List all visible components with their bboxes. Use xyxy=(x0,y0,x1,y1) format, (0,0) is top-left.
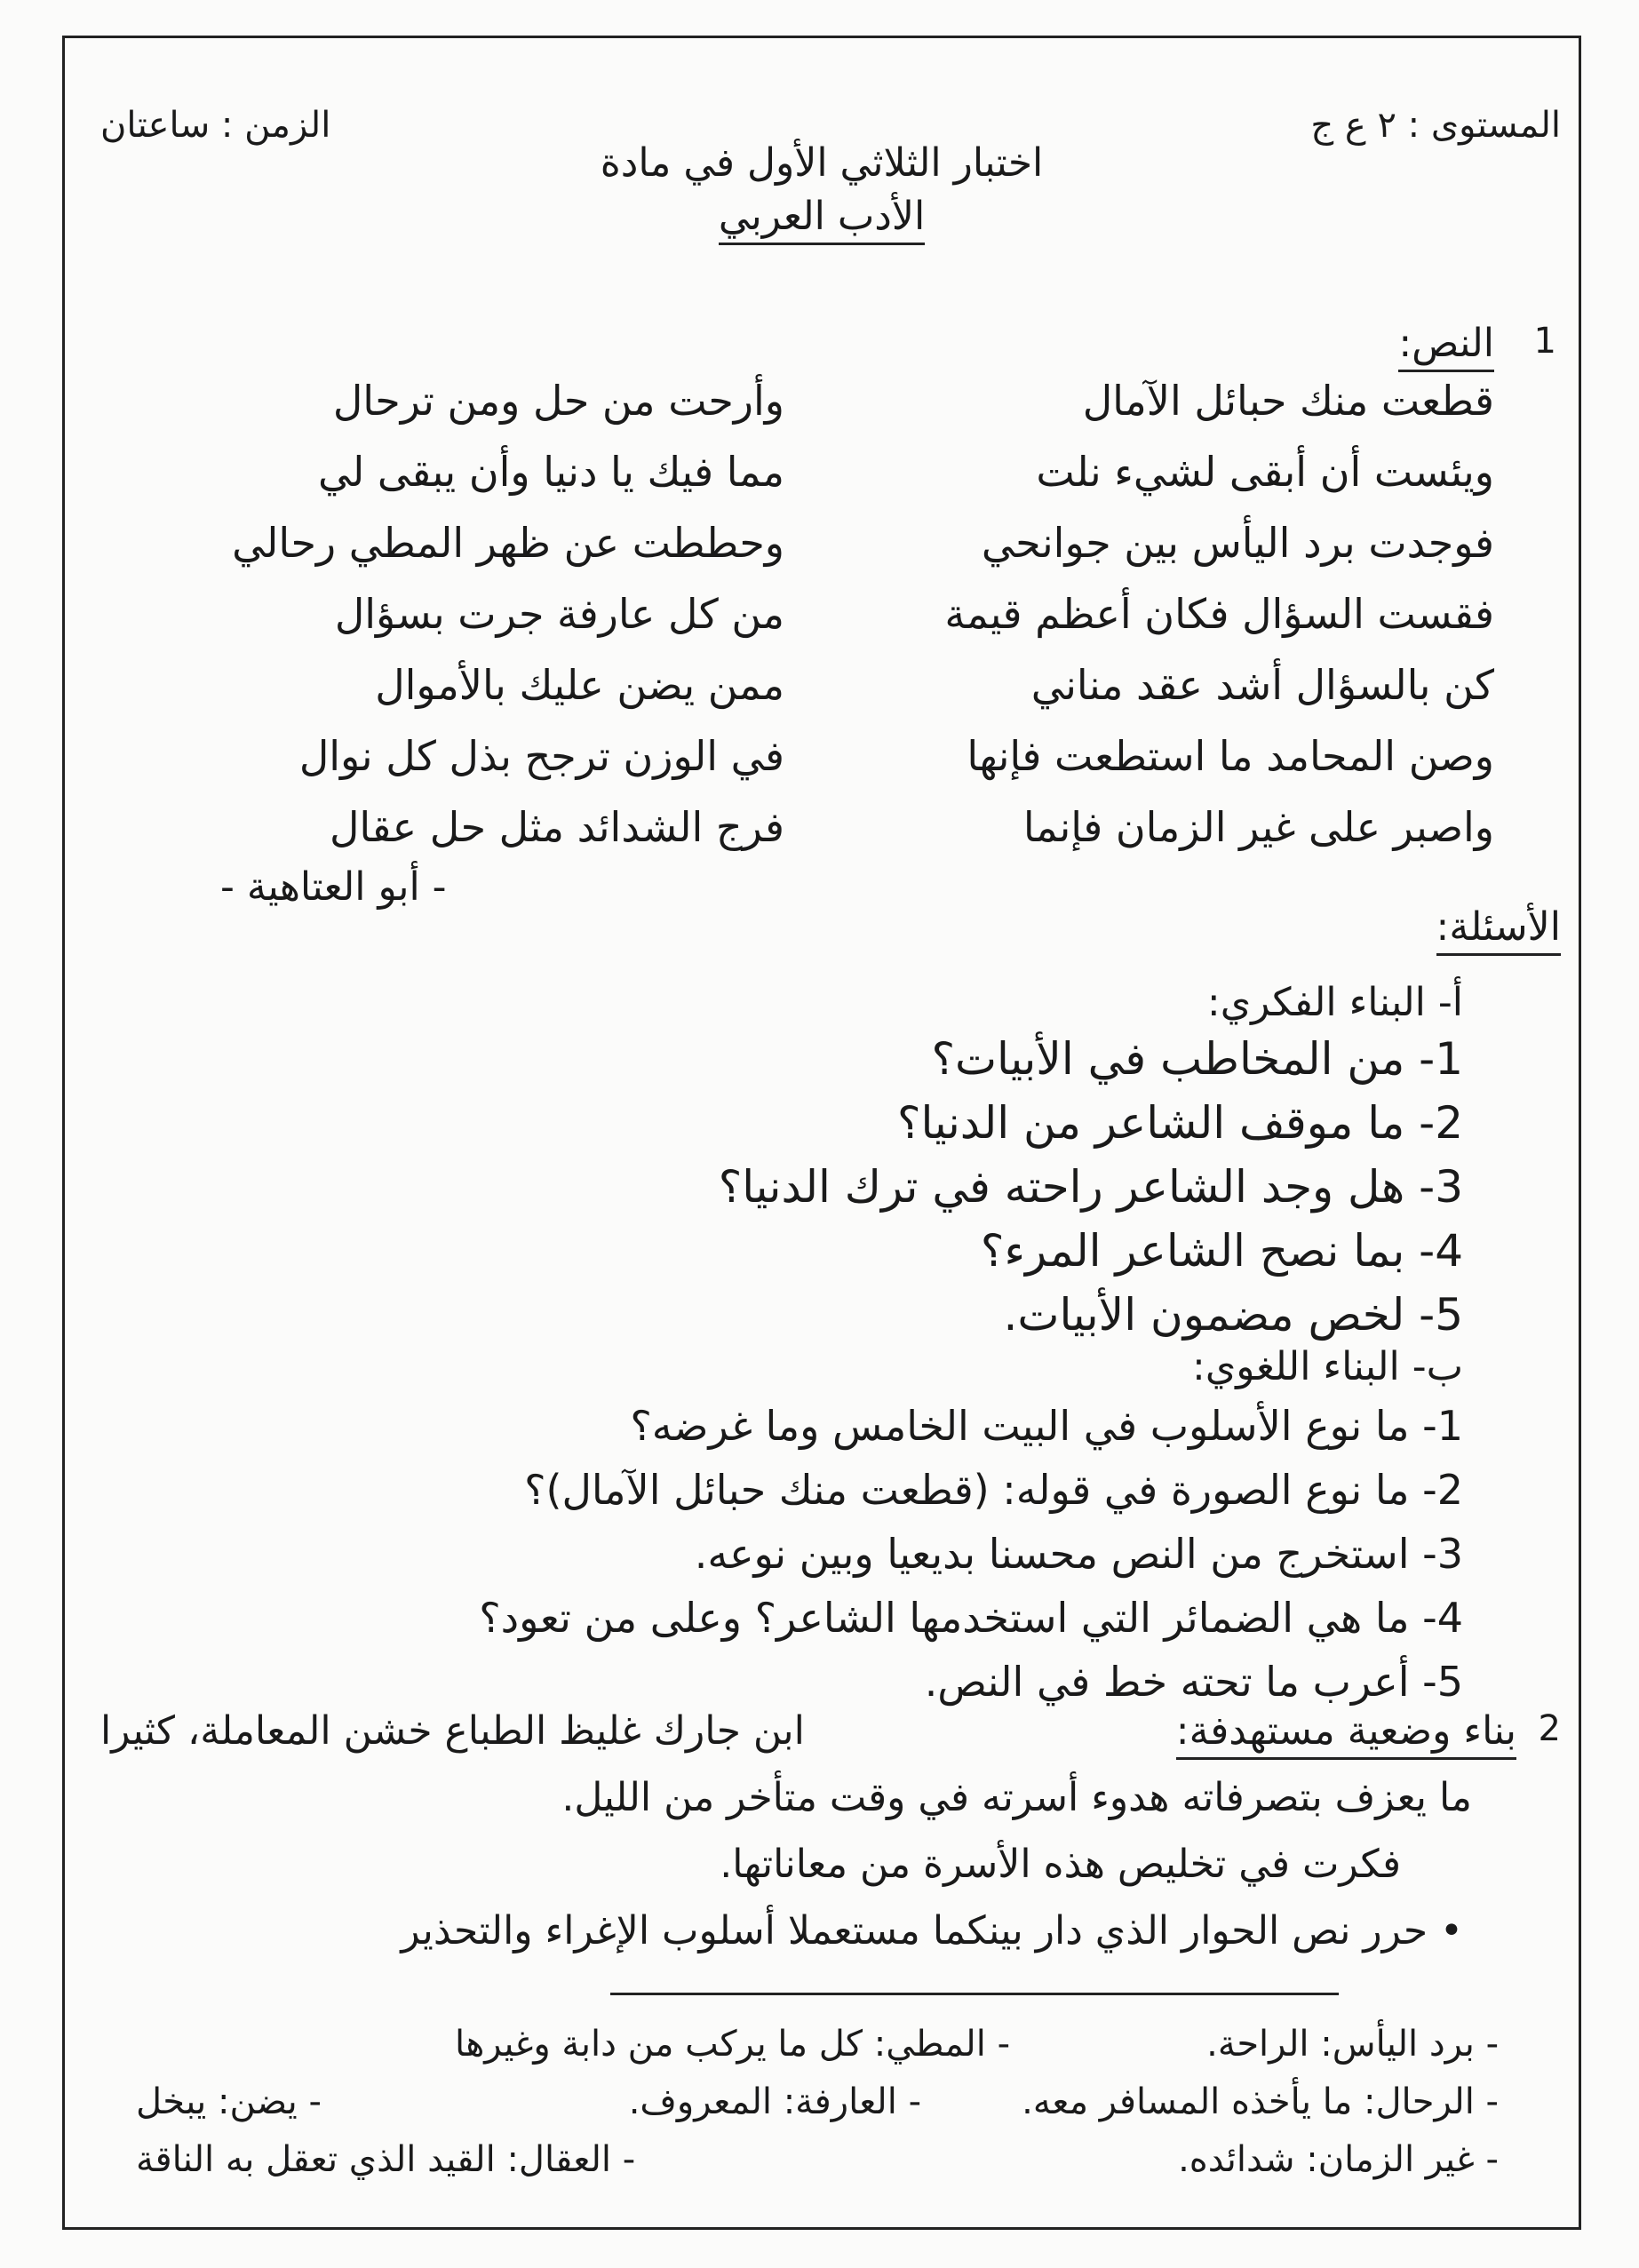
glossary-item: - الرحال: ما يأخذه المسافر معه. xyxy=(1022,2081,1499,2122)
section-number-1: 1 xyxy=(1533,321,1556,362)
question-item: 2- ما نوع الصورة في قوله: (قطعت منك حبائل الآمال)؟ xyxy=(524,1466,1463,1514)
glossary-item: - يضن: يبخل xyxy=(136,2081,322,2122)
question-item: 1- من المخاطب في الأبيات؟ xyxy=(931,1033,1463,1085)
hemistich: ويئست أن أبقى لشيء نلت xyxy=(1036,448,1494,496)
exam-sheet xyxy=(62,36,1581,2230)
poet-name: - أبو العتاهية - xyxy=(220,864,447,910)
exam-title: اختبار الثلاثي الأول في مادة xyxy=(600,140,1044,186)
glossary-item: - العقال: القيد الذي تعقل به الناقة xyxy=(136,2139,636,2180)
glossary-item: - غير الزمان: شدائده. xyxy=(1178,2139,1499,2180)
hemistich: وصن المحامد ما استطعت فإنها xyxy=(967,732,1494,780)
part-b-label: ب- البناء اللغوي: xyxy=(1192,1344,1463,1389)
hemistich: من كل عارفة جرت بسؤال xyxy=(334,590,784,638)
hemistich: في الوزن ترجح بذل كل نوال xyxy=(298,732,784,780)
hemistich: قطعت منك حبائل الآمال xyxy=(1082,377,1494,425)
left-hemistichs xyxy=(145,377,784,878)
glossary-item: - برد اليأس: الراحة. xyxy=(1206,2024,1499,2065)
hemistich: مما فيك يا دنيا وأن يبقى لي xyxy=(317,448,784,496)
question-item: 2- ما موقف الشاعر من الدنيا؟ xyxy=(897,1097,1463,1149)
level-label: المستوى : ٢ ع ج xyxy=(1310,105,1561,146)
hemistich: كن بالسؤال أشد عقد مناني xyxy=(1030,661,1494,709)
question-item: 3- هل وجد الشاعر راحته في ترك الدنيا؟ xyxy=(718,1161,1463,1213)
question-item: 3- استخرج من النص محسنا بديعيا وبين نوعه. xyxy=(694,1530,1463,1578)
question-item: 5- أعرب ما تحته خط في النص. xyxy=(924,1658,1463,1706)
exam-subject xyxy=(65,194,1579,239)
hemistich: واصبر على غير الزمان فإنما xyxy=(1022,803,1494,851)
glossary-separator xyxy=(610,1993,1339,1995)
right-hemistichs xyxy=(872,377,1494,878)
question-item: 5- لخص مضمون الأبيات. xyxy=(1003,1289,1463,1341)
situation-line: ما يعزف بتصرفاته هدوء أسرته في وقت متأخر من الليل. xyxy=(561,1775,1472,1820)
glossary-item: - المطي: كل ما يركب من دابة وغيرها xyxy=(455,2024,1010,2065)
question-item: 4- بما نصح الشاعر المرء؟ xyxy=(980,1225,1463,1277)
time-label: الزمن : ساعتان xyxy=(100,105,331,146)
situation-label: بناء وضعية مستهدفة: xyxy=(1176,1708,1516,1754)
task-instruction: • حرر نص الحوار الذي دار بينكما مستعملا أسلوب الإغراء والتحذير xyxy=(401,1908,1463,1954)
part-b-questions xyxy=(479,1402,1463,1722)
hemistich: فرج الشدائد مثل حل عقال xyxy=(329,803,784,851)
section-number-2: 2 xyxy=(1538,1708,1561,1749)
hemistich: وأرحت من حل ومن ترحال xyxy=(332,377,784,425)
hemistich: ممن يضن عليك بالأموال xyxy=(375,661,784,709)
glossary-item: - العارفة: المعروف. xyxy=(628,2081,921,2122)
question-item: 4- ما هي الضمائر التي استخدمها الشاعر؟ وعلى من تعود؟ xyxy=(479,1594,1463,1642)
part-a-label: أ- البناء الفكري: xyxy=(1206,980,1463,1025)
question-item: 1- ما نوع الأسلوب في البيت الخامس وما غرضه؟ xyxy=(630,1402,1463,1450)
situation-line: فكرت في تخليص هذه الأسرة من معاناتها. xyxy=(720,1842,1401,1887)
hemistich: فقست السؤال فكان أعظم قيمة xyxy=(944,590,1494,638)
hemistich: وحططت عن ظهر المطي رحالي xyxy=(232,519,784,567)
part-a-questions xyxy=(719,1033,1463,1353)
situation-line: ابن جارك غليظ الطباع خشن المعاملة، كثيرا xyxy=(100,1708,805,1754)
hemistich: فوجدت برد اليأس بين جوانحي xyxy=(981,519,1494,567)
subject-text: الأدب العربي xyxy=(719,194,925,245)
questions-label: الأسئلة: xyxy=(1436,904,1561,950)
text-label: النص: xyxy=(1398,321,1494,366)
